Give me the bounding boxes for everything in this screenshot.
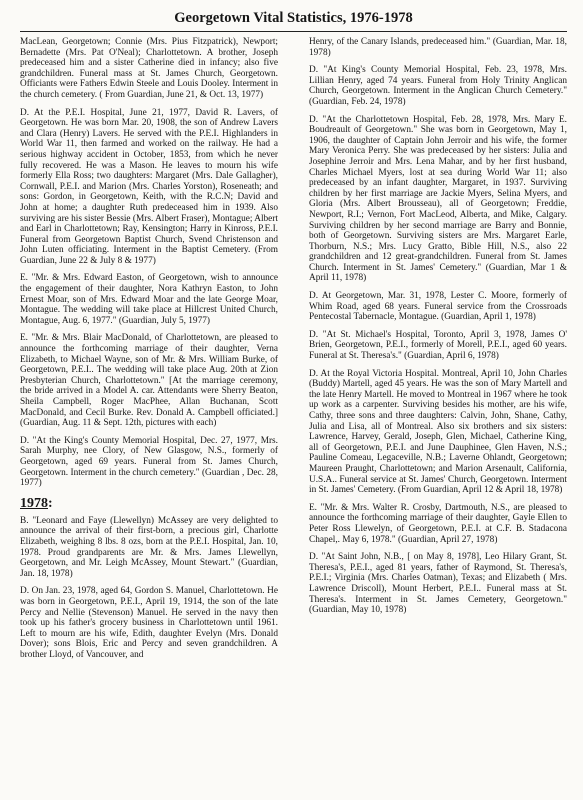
entry: D. "At St. Michael's Hospital, Toronto, April 3, 1978, James O' Brien, Georgetown, P.E.I., formerly of Morell, P.E.I., aged 60 years. Funeral at St. Theresa's." (Guardian, April 6, 1978) — [309, 329, 567, 362]
page-title: Georgetown Vital Statistics, 1976-1978 — [20, 6, 567, 32]
entry: Henry, of the Canary Islands, predeceased him." (Guardian, Mar. 18, 1978) — [309, 37, 567, 58]
entry: B. "Leonard and Faye (Llewellyn) McAssey are very delighted to announce the arrival of their first-born, a precious girl, Charlotte Elizabeth, weighing 8 lbs. 8 ozs, born at the P.E.I. Hospital, Jan. 10, 1978. Proud grandparents are Mr. & Mrs. James Llewellyn, Georgetown, and Mr. Leigh McAssey, Mount Stewart." (Guardian, Jan. 18, 1978) — [20, 515, 278, 579]
columns — [20, 37, 567, 667]
entry: D. At Georgetown, Mar. 31, 1978, Lester C. Moore, formerly of Whim Road, aged 68 years. Funeral service from the Crossroads Pentecostal Tabernacle, Montague. (Guardian, April 1, 1978) — [309, 291, 567, 323]
entry: D. At the Royal Victoria Hospital. Montreal, April 10, John Charles (Buddy) Martell, aged 45 years. He was the son of Mary Martell and the late Henry Martell. He moved to Montreal in 1967 where he took up work as a carpenter. Surviving besides his mother, are his wife, Cathy, three sons and three daughters: Calvin, John, Shane, Cathy, Julia and Lisa, all of Montreal. Also six brothers and six sisters: Lawrence, Harvey, Gerald, Joseph, Glen, Michael, Catherine King, all of Georgetown, P.E.I. and June Dauphinee, Glen Haven, N.S.; Pauline Comeau, Legaceville, N.B.; Laverne Ohlandt, Georgetown; Maureen Praught, Charlottetown; and Marion Arsenault, California, U.S.A.. Funeral service at St. James' Church, Georgetown. Interment in St. James' Cemetery. (From Guardian, April 12 & April 18, 1978) — [309, 368, 567, 496]
year-heading-text: 1978 — [20, 495, 48, 511]
entry: E. "Mr. & Mrs. Edward Easton, of Georgetown, wish to announce the engagement of their daughter, Nora Kathryn Easton, to John Ernest Moar, son of Mrs. Edward Moar and the late George Moar, Montague. The wedding will take place at Hillcrest United Church, Montague, Aug. 6, 1977." (Guardian, July 5, 1977) — [20, 273, 278, 326]
entry: D. "At Saint John, N.B., [ on May 8, 1978], Leo Hilary Grant, St. Theresa's, P.E.I., aged 81 years, father of Raymond, St. Theresa's, P.E.I.; Virginia (Mrs. Charles Oatman), Texas; and Elizabeth ( Mrs. Lawrence Driscoll), Mount Herbert, P.E.I.. Funeral mass at St. Theresa's. Interment in St. James Cemetery, Georgetown." (Guardian, May 10, 1978) — [309, 552, 567, 616]
entry: D. "At the King's County Memorial Hospital, Dec. 27, 1977, Mrs. Sarah Murphy, nee Clory, of New Glasgow, N.S., formerly of Georgetown, aged 69 years. Funeral from St. James Church, Georgetown. Interment in the church cemetery." (Guardian , Dec. 28, 1977) — [20, 435, 278, 489]
entry: D. At the P.E.I. Hospital, June 21, 1977, David R. Lavers, of Georgetown. He was born Mar. 20, 1908, the son of Andrew Lavers and Clara (Henry) Lavers. He served with the P.E.I. Highlanders in World War 11, then farmed and worked on the railway. He had a serious highway accident in October, 1853, from which he never fully recovered. He was a Mason. He leaves to mourn his wife formerly Ella Ross; two daughters: Margaret (Mrs. Dale Gallagher), Cornwall, P.E.I. and Marion (Mrs. Charles Yorston), Roseneath; and sons: Gordon, in Georgetown, Keith, with the R.C.N; David and John at home; a daughter Ruth predeceased him in 1939. Also surviving are his sister Bessie (Mrs. Albert Fraser), Montague; Albert and Earl in Charlottetown; Ray, Kensington; Harry in Kinross, P.E.I. Funeral from Georgetown Baptist Church, Svend Christenson and John Luten officiating. Interment in the Baptist Cemetery. (From Guardian, June 22 & July 8 & 1977) — [20, 107, 278, 266]
entry: D. "At the Charlottetown Hospital, Feb. 28, 1978, Mrs. Mary E. Boudreault of Georgetown." She was born in Georgetown, May 1, 1906, the daughter of Captain John Jerroir and his wife, the former Mary Veronica Perry. She was predeceased by her sisters: Julia and Josephine Jerroir and Mrs. Lena Mahar, and by her first husband, Charles Michael Myers, lost at sea during World War 11; also predeceased by an infant daughter, Margaret, in 1937. Surviving children by her first marriage are Jackie Myers, Selina Myers, and Gloria (Mrs. Albert Brousseau), all of Georgetown; Freddie, Newport, R.I.; Vernon, Fort MacLeod, Alberta, and Mike, Calgary. Surviving children by her second marriage are Barry and Bonnie, both of Georgetown. Surviving sisters are Mrs. Margaret Earle, Thorburn, N.S.; Mrs. Lucy Gratto, Bible Hill, N.S., also 22 grandchildren and 12 great-grandchildren. Funeral from St. James Church. Interment in St. James' Cemetery." (Guardian, Mar 1 & April 11, 1978) — [309, 114, 567, 284]
entry: E. "Mr. & Mrs. Blair MacDonald, of Charlottetown, are pleased to announce the forthcoming marriage of their daughter, Verna Elizabeth, to Michael Wayne, son of Mr. & Mrs. William Burke, of Georgetown, P.E.I.. The wedding will take place Aug. 20th at Zion Presbyterian Church, Charlottetown." [At the marriage ceremony, the bride arrived in a Model A. car. Attendants were Sherry Beaton, Sheila Campbell, Roger MacPhee, Allan Buchanan, Scott MacDonald, and Cecil Burke. Rev. Donald A. Campbell officiated.] (Guardian, Aug. 11 & Sept. 12th, pictures with each) — [20, 333, 278, 429]
right-column — [309, 37, 567, 667]
left-column — [20, 37, 278, 667]
entry: MacLean, Georgetown; Connie (Mrs. Pius Fitzpatrick), Newport; Bernadette (Mrs. Pat O'Neal); Charlottetown. A brother, Joseph predeceased him and a sister Catherine died in infancy; also five grandchildren. Funeral mass at St. James Church, Georgetown. Officiants were Fathers Edwin Steele and Louis Dooley. Interment in the church cemetery. ( From Guardian, June 21, & Oct. 13, 1977) — [20, 37, 278, 100]
entry: D. On Jan. 23, 1978, aged 64, Gordon S. Manuel, Charlottetown. He was born in Georgetown, P.E.I., April 19, 1914, the son of the late Percy and Nellie (Stevenson) Manuel. He served in the navy then took up his father's grocery business in Charlottetown until 1961. Left to mourn are his wife, Edith, daughter Evelyn (Mrs. Donald Dover); sons Blois, Eric and Percy and seven grandchildren. A brother Lloyd, of Vancouver, and — [20, 586, 278, 660]
year-heading: 1978: — [20, 495, 53, 511]
entry: E. "Mr. & Mrs. Walter R. Crosby, Dartmouth, N.S., are pleased to announce the forthcoming marriage of their daughter, Gayle Ellen to Peter Ross Llewelyn, of Georgetown, P.E.I. at C.F. B. Stadacona Chapel,. May 6, 1978." (Guardian, April 27, 1978) — [309, 502, 567, 545]
entry: D. "At King's County Memorial Hospital, Feb. 23, 1978, Mrs. Lillian Henry, aged 74 years. Funeral from Holy Trinity Anglican Church, Georgetown. Interment in the Anglican Church Cemetery." (Guardian, Feb. 24, 1978) — [309, 65, 567, 107]
